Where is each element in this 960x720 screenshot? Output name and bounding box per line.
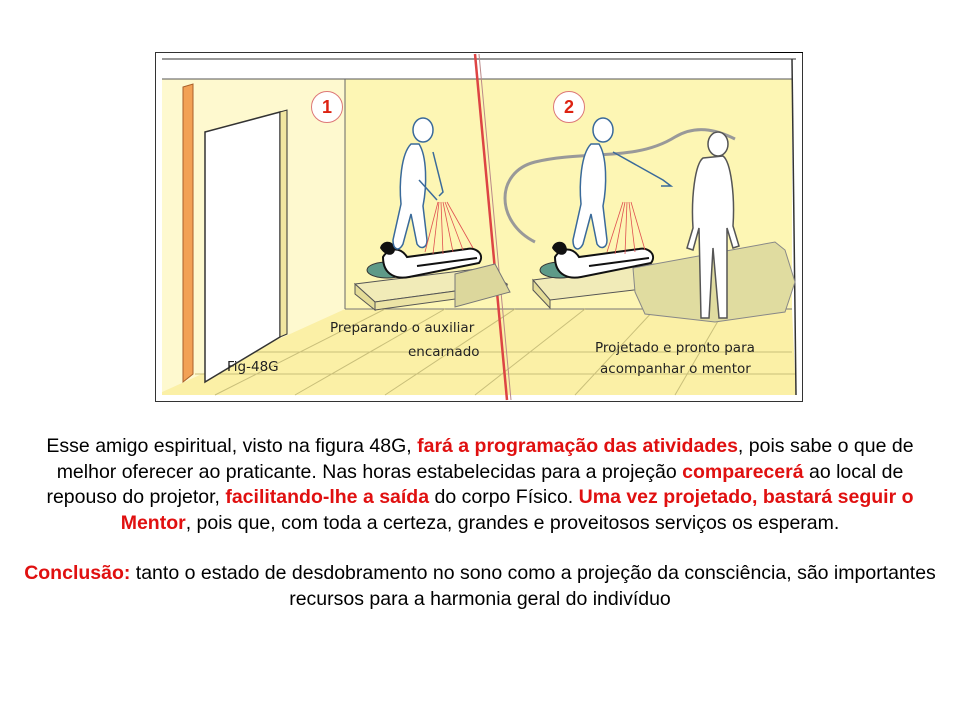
panel-number-2: 2 [553,91,585,123]
illustration-fig-48g [155,52,803,402]
main-paragraph [20,434,940,536]
paragraph-text: , pois sabe o que de melhor oferecer ao praticante. Nas horas estabelecidas para a projeção [56,435,914,483]
panel-number-1: 1 [311,91,343,123]
label-panel-1-line-1: Preparando o auxiliar [330,320,475,336]
conclusion-paragraph [20,561,940,612]
label-fig-number: Fig-48G [227,359,279,375]
door-frame [183,84,193,382]
text-block [20,434,940,612]
paragraph-text: , pois que, com toda a certeza, grandes e proveitosos serviços os esperam. [185,511,840,534]
conclusion-label: Conclusão: [24,562,131,584]
paragraph-text: ao local de repouso do projetor, [46,460,904,508]
label-panel-2-line-1: Projetado e pronto para [595,340,755,356]
emphasis-text: fará a programação das atividades [417,435,738,457]
label-panel-1-line-2: encarnado [408,344,480,360]
conclusion-text: tanto o estado de desdobramento no sono como a projeção da consciência, são importantes recursos para a harmonia geral do indivíduo [130,562,936,610]
emphasis-text: Uma vez projetado, bastará seguir o Mentor [120,486,914,534]
paragraph-text: do corpo Físico. [429,486,579,508]
emphasis-text: comparecerá [682,460,804,483]
label-panel-2-line-2: acompanhar o mentor [600,361,751,377]
paragraph-text: Esse amigo espiritual, visto na figura 48G, [46,435,418,457]
door [205,112,280,382]
emphasis-text: facilitando-lhe a saída [225,486,430,508]
